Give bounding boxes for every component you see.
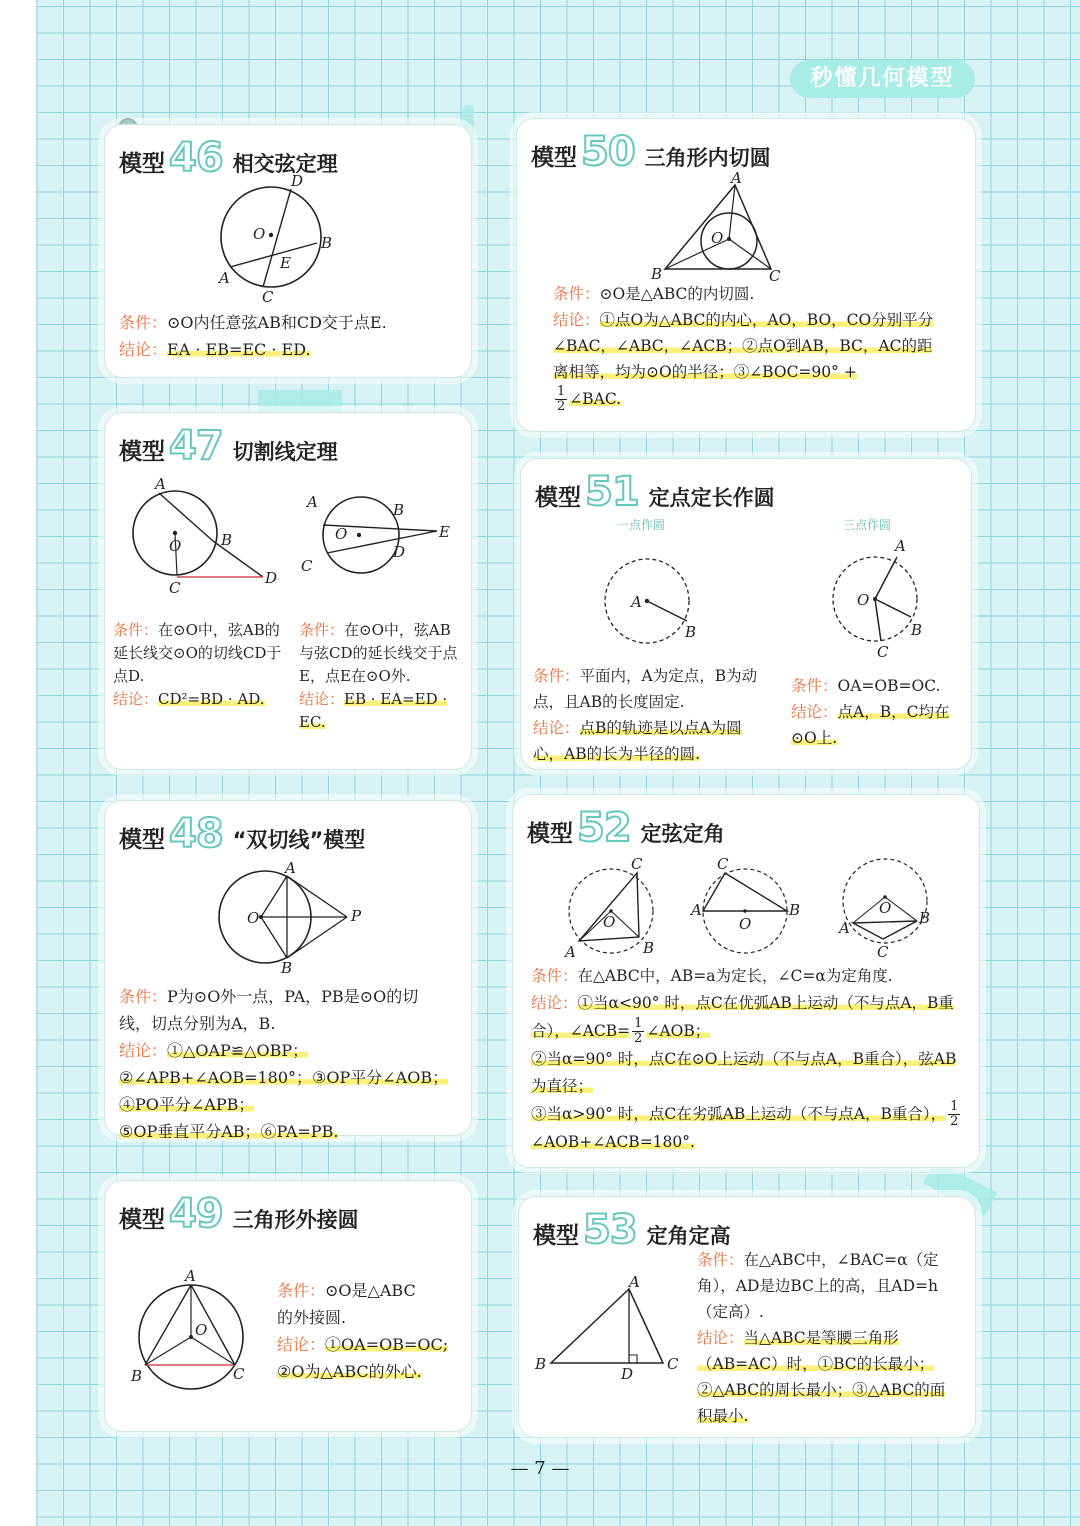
figure-label: O [169, 537, 182, 555]
figure-stroke [287, 876, 347, 917]
figure-stroke [259, 915, 263, 919]
model-46-card [104, 124, 472, 378]
figure-label: B [281, 959, 293, 977]
model-name: 定点定长作圆 [648, 486, 775, 510]
figure-label: O [195, 1321, 208, 1339]
condition-text: P为⊙O外一点，PA，PB是⊙O的切线，切点分别为A，B. [119, 987, 419, 1033]
model-name: 三角形外接圆 [232, 1208, 359, 1232]
figure-label: A [155, 475, 166, 493]
model-50-text: 条件：⊙O是△ABC的内切圆. 结论：①点O为△ABC的内心，AO，BO，CO分别平分∠BAC，∠ABC，∠ACB；②点O到AB，BC，AC的距离相等，均为⊙O的半径；③∠BOC=90° + $\frac{1}{2}$ ∠BAC. [553, 285, 934, 414]
model-46-title: 模型 46 相交弦定理 [119, 135, 338, 181]
figure-label: O [603, 913, 616, 931]
label-D: D [291, 172, 304, 190]
figure-stroke [357, 533, 361, 537]
model-51-right-text: 条件：OA=OB=OC. 结论：点A，B，C均在⊙O上. [791, 677, 950, 747]
model-47-figure-2 [301, 491, 461, 591]
figure-label: A [631, 593, 642, 611]
figure-stroke [875, 599, 911, 617]
figure-label: P [351, 907, 362, 925]
figure-label: O [711, 229, 724, 247]
condition-text: 的外接圆. [277, 1308, 347, 1327]
page-number: — 7 — [510, 1458, 570, 1479]
label-B: B [321, 234, 333, 252]
figure-label: A [285, 859, 296, 877]
condition-text: ⊙O内任意弦AB和CD交于点E. [167, 313, 387, 332]
figure-stroke [261, 917, 287, 958]
conclusion-text: ∠AOB； [646, 1021, 711, 1040]
tape-decoration [258, 390, 342, 412]
conclusion-text: ①点O为△ABC的内心，AO，BO，CO分别平分∠BAC，∠ABC，∠ACB；②点O到AB，BC，AC的距离相等，均为⊙O的半径；③∠BOC=90° + [553, 311, 934, 381]
figure-label: A [731, 169, 742, 187]
model-number: 52 [577, 805, 631, 851]
label-C: C [262, 288, 274, 306]
figure-label: C [877, 943, 889, 961]
model-name: 切割线定理 [232, 440, 338, 464]
figure-label: A [185, 1267, 196, 1285]
figure-label: B [131, 1367, 143, 1385]
model-50-title: 模型 50 三角形内切圆 [531, 129, 771, 175]
figure-label: 一点作圆 [617, 518, 666, 532]
conclusion-text: 点A，B，C均在⊙O上. [791, 703, 950, 747]
model-number: 48 [169, 811, 223, 857]
figure-label: A [629, 1273, 640, 1291]
label-A: A [219, 269, 230, 287]
figure-stroke [551, 1289, 663, 1363]
model-51-figure-2 [821, 515, 941, 661]
figure-label: D [393, 543, 406, 561]
model-51-title: 模型 51 定点定长作圆 [535, 469, 775, 515]
conclusion-text: ①OA=OB=OC; [325, 1335, 449, 1354]
model-name: 三角形内切圆 [644, 146, 771, 170]
condition-text: 在⊙O中，弦AB与弦CD的延长线交于点E，点E在⊙O外. [299, 621, 458, 685]
figure-stroke [159, 493, 213, 541]
model-name: 定角定高 [646, 1224, 731, 1248]
model-49-figure [131, 1267, 261, 1399]
conclusion-text: ③当α>90° 时，点C在劣弧AB上运动（不与点A，B重合）， [531, 1104, 947, 1123]
figure-label: C [877, 643, 889, 661]
condition-text: ⊙O是△ABC [325, 1281, 416, 1300]
model-48-figure [215, 859, 385, 977]
model-49-title: 模型 49 三角形外接圆 [119, 1191, 359, 1237]
figure-label: B [221, 531, 233, 549]
conclusion-text: ①当α<90° 时，点C在优弧AB上运动（不与点A，B重合），∠ACB= [531, 994, 954, 1040]
fraction: $\frac{1}{2}$ [634, 1016, 643, 1046]
model-50-figure [649, 169, 789, 285]
figure-stroke [173, 531, 177, 535]
model-51-figure-1 [595, 515, 715, 645]
figure-label: A [565, 943, 576, 961]
page-margin [0, 0, 36, 1526]
model-49-card [104, 1180, 472, 1432]
model-52-figure [553, 857, 973, 961]
figure-label: O [335, 525, 348, 543]
figure-stroke [189, 1335, 193, 1339]
chord-AB [230, 243, 317, 267]
model-name: “双切线”模型 [232, 828, 366, 852]
figure-label: C [717, 855, 729, 873]
figure-label: 三点作圆 [843, 518, 892, 532]
figure-stroke [629, 1355, 637, 1363]
figure-label: O [879, 899, 892, 917]
model-52-text: 条件：在△ABC中，AB=a为定长，∠C=α为定角度. 结论：①当α<90° 时，点C在优弧AB上运动（不与点A，B重合），∠ACB= $\frac{1}{2}$ ∠AOB； ②当α=90° 时，点C在⊙O上运动（不与点A，B重合），弦AB为直径； ③当α>90° 时，点C在劣弧AB上运动（不与点A，B重合）， $\frac{1}{2}$ ∠AOB+∠ACB=180°. [531, 967, 959, 1151]
figure-label: B [651, 265, 663, 283]
model-48-title: 模型 48 “双切线”模型 [119, 811, 366, 857]
condition-text: 在△ABC中，AB=a为定长，∠C=α为定角度. [577, 967, 893, 985]
model-name: 相交弦定理 [232, 152, 338, 176]
figure-stroke [665, 185, 771, 269]
figure-stroke [873, 597, 877, 601]
figure-label: E [439, 523, 450, 541]
figure-label: A [895, 537, 906, 555]
figure-label: A [307, 493, 318, 511]
chord-CD [263, 189, 291, 287]
figure-label: A [839, 919, 850, 937]
model-46-text: 条件：⊙O内任意弦AB和CD交于点E. 结论：EA · EB=EC · ED. [119, 313, 387, 359]
conclusion-text: 当△ABC是等腰三角形（AB=AC）时，①BC的长最小；②△ABC的周长最小；③△ABC的面积最小. [697, 1329, 946, 1425]
model-50-card [516, 118, 976, 432]
fraction: $\frac{1}{2}$ [557, 384, 566, 414]
conclusion-text: 点B的轨迹是以点A为圆心，AB的长为半径的圆. [533, 719, 742, 763]
figure-label: B [393, 501, 405, 519]
model-47-figure-1 [125, 477, 285, 597]
model-51-card [520, 458, 972, 770]
conclusion-text: ②O为△ABC的外心. [277, 1362, 422, 1381]
figure-label: B [919, 909, 931, 927]
conclusion-text: EA · EB=EC · ED. [167, 340, 311, 359]
model-number: 51 [585, 469, 639, 515]
figure-label: C [667, 1355, 679, 1373]
model-48-card [104, 800, 472, 1141]
figure-stroke [145, 1285, 191, 1365]
figure-label: C [631, 855, 643, 873]
model-number: 53 [583, 1207, 637, 1253]
figure-label: D [621, 1365, 634, 1383]
figure-stroke [727, 237, 731, 241]
figure-label: O [247, 909, 260, 927]
figure-stroke [145, 1337, 191, 1365]
figure-label: D [265, 569, 278, 587]
conclusion-text: ⑤OP垂直平分AB；⑥PA=PB. [119, 1122, 339, 1141]
center-dot [269, 233, 273, 237]
model-52-card [512, 794, 980, 1168]
figure-stroke [703, 873, 787, 911]
header-badge: 秒懂几何模型 [790, 60, 975, 98]
figure-stroke [743, 909, 747, 913]
figure-label: B [643, 939, 655, 957]
conclusion-text: ①△OAP≌△OBP；②∠APB+∠AOB=180°；③OP平分∠AOB；④PO平分∠APB； [119, 1041, 449, 1114]
figure-stroke [875, 599, 881, 641]
figure-label: C [233, 1365, 245, 1383]
figure-label: A [691, 901, 702, 919]
model-51-left-text: 条件：平面内，A为定点，B为动点，且AB的长度固定. 结论：点B的轨迹是以点A为圆心，AB的长为半径的圆. [533, 667, 758, 763]
figure-stroke [875, 557, 897, 599]
model-53-title: 模型 53 定角定高 [533, 1207, 731, 1253]
fraction: $\frac{1}{2}$ [950, 1099, 959, 1129]
model-53-text: 条件：在△ABC中，∠BAC=α（定角），AD是边BC上的高，且AD=h（定高）. 结论：当△ABC是等腰三角形（AB=AC）时，①BC的长最小；②△ABC的周长最小；③△ABC的面积最小. [697, 1251, 946, 1425]
model-number: 47 [169, 423, 223, 469]
model-46-figure [205, 171, 355, 306]
model-number: 49 [169, 1191, 223, 1237]
conclusion-text: ②当α=90° 时，点C在⊙O上运动（不与点A，B重合），弦AB为直径； [531, 1050, 957, 1095]
model-53-figure [531, 1273, 691, 1383]
condition-text: 在△ABC中，∠BAC=α（定角），AD是边BC上的高，且AD=h（定高）. [697, 1251, 939, 1321]
model-name: 定弦定角 [640, 822, 725, 846]
label-E: E [280, 254, 291, 272]
model-48-text: 条件：P为⊙O外一点，PA，PB是⊙O的切线，切点分别为A，B. 结论：①△OAP≌△OBP；②∠APB+∠AOB=180°；③OP平分∠AOB；④PO平分∠APB； ⑤OP垂直平分AB；⑥PA=PB. [119, 987, 449, 1141]
condition-text: ⊙O是△ABC的内切圆. [599, 285, 755, 303]
figure-stroke [729, 185, 735, 239]
model-number: 50 [581, 129, 635, 175]
conclusion-text: ∠BAC. [569, 389, 622, 408]
conclusion-text: EB · EA=ED · EC. [299, 690, 448, 731]
figure-stroke [287, 917, 347, 958]
figure-label: B [789, 901, 801, 919]
figure-label: B [911, 621, 923, 639]
model-47-card [104, 412, 472, 770]
figure-stroke [647, 601, 687, 621]
condition-text: OA=OB=OC. [837, 677, 941, 695]
model-number: 46 [169, 135, 223, 181]
figure-label: C [301, 557, 313, 575]
model-53-card [518, 1196, 976, 1438]
figure-label: O [739, 915, 752, 933]
figure-stroke [191, 1337, 235, 1365]
figure-stroke [645, 599, 649, 603]
figure-label: C [169, 579, 181, 597]
condition-text: 在⊙O中，弦AB的延长线交⊙O的切线CD于点D. [113, 621, 282, 685]
conclusion-text: CD²=BD · AD. [158, 690, 265, 708]
model-49-text: 条件：⊙O是△ABC 的外接圆. 结论：①OA=OB=OC; ②O为△ABC的外心. [277, 1281, 449, 1381]
model-52-title: 模型 52 定弦定角 [527, 805, 725, 851]
figure-label: C [769, 267, 781, 285]
model-47-left-text: 条件：在⊙O中，弦AB的延长线交⊙O的切线CD于点D. 结论：CD²=BD · AD. [113, 621, 282, 708]
model-47-title: 模型 47 切割线定理 [119, 423, 338, 469]
model-47-right-text: 条件：在⊙O中，弦AB与弦CD的延长线交于点E，点E在⊙O外. 结论：EB · EA=ED · EC. [299, 621, 458, 731]
conclusion-text: ∠AOB+∠ACB=180°. [531, 1133, 695, 1151]
figure-label: O [857, 591, 870, 609]
condition-text: 平面内，A为定点，B为动点，且AB的长度固定. [533, 667, 758, 711]
figure-label: B [685, 623, 697, 641]
figure-stroke [261, 876, 287, 917]
label-O: O [253, 225, 266, 243]
figure-label: B [535, 1355, 547, 1373]
